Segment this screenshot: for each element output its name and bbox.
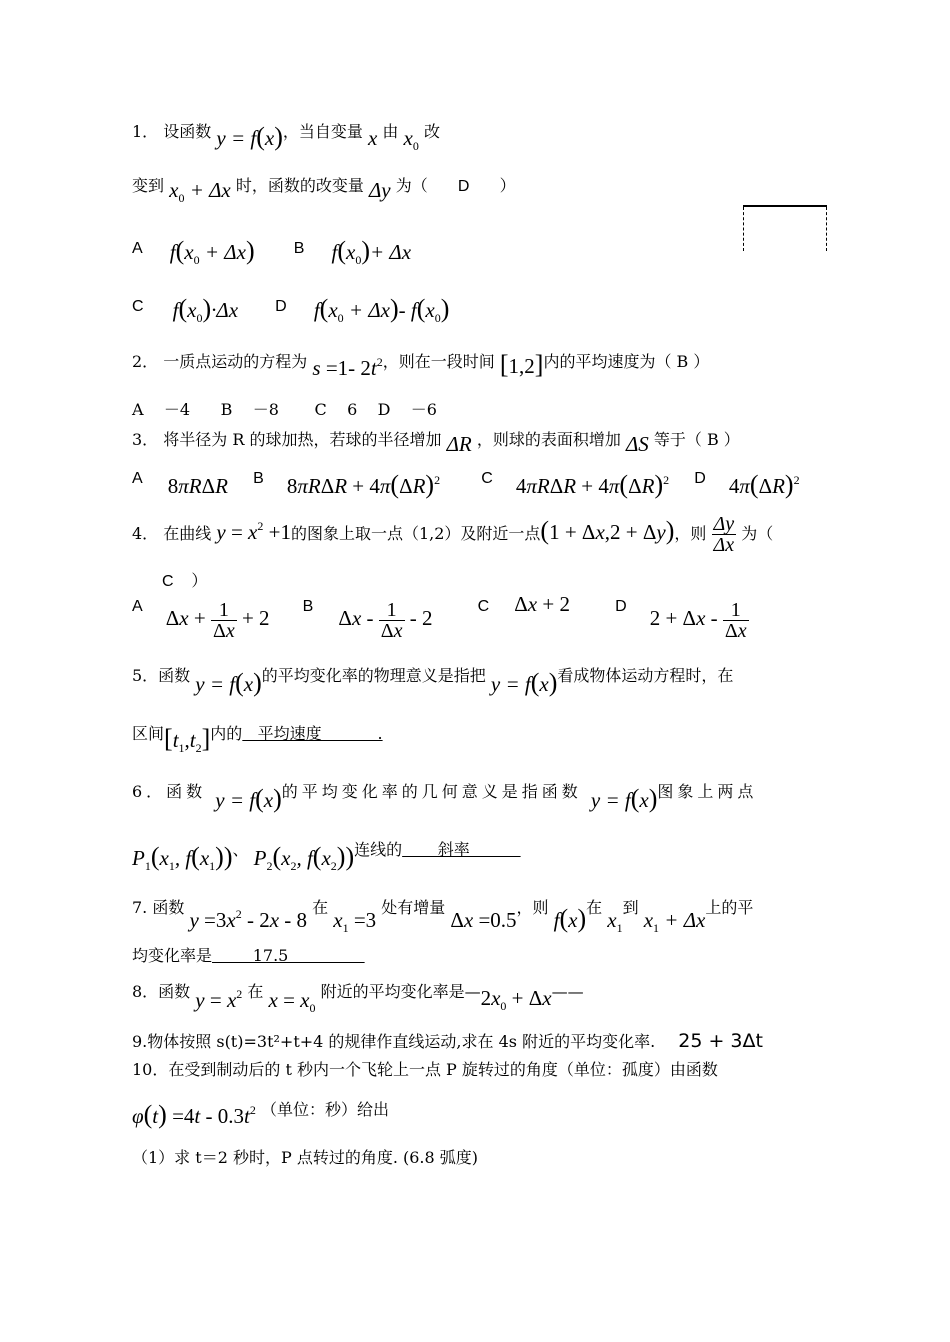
q5-answer: 平均速度 . bbox=[242, 724, 383, 743]
q2-formula: s =1- $2t^2$ bbox=[312, 355, 383, 380]
q7-x1-plus-dx: $x_1 + \Delta x$ bbox=[643, 908, 706, 935]
q8-function: $y = x^2$ bbox=[195, 987, 243, 1012]
q1-function-formula: y = f(x) bbox=[216, 122, 283, 151]
q4-option-d: 2 + Δx - $\frac{1}{\Delta x}$ bbox=[649, 599, 747, 642]
q1-text-change: 改 bbox=[423, 122, 440, 141]
q6-point-1: $P_1(x_1$, $f(x_1)$) bbox=[132, 842, 233, 873]
q8-text-at: 在 bbox=[247, 982, 264, 1001]
q8-answer: $2x_0 + \Delta x$ bbox=[480, 986, 552, 1013]
q10-line1: 10．在受到制动后的 t 秒内一个飞轮上一点 P 旋转过的角度（单位：孤度）由函数 bbox=[132, 1060, 718, 1079]
q2-text-end: 内的平均速度为（ B ） bbox=[543, 352, 710, 371]
q1-text-from: 由 bbox=[382, 122, 399, 141]
q4-options bbox=[132, 592, 749, 642]
q5-line1 bbox=[132, 660, 734, 697]
q7-text-rate: 均变化率是 bbox=[132, 946, 213, 965]
q1-option-a-label: A bbox=[132, 240, 143, 257]
q8-line bbox=[132, 978, 584, 1015]
q6-formula-2: y = f(x) bbox=[590, 784, 658, 813]
q1-intro: 1． 设函数 bbox=[132, 122, 212, 141]
q1-text-variable: ，当自变量 bbox=[282, 122, 363, 141]
q7-dx-value: Δx =0.5 bbox=[450, 908, 517, 932]
q7-line1 bbox=[132, 892, 754, 935]
q1-line2 bbox=[132, 174, 516, 205]
q5-text-inside: 内的 bbox=[210, 724, 243, 743]
q7-line2 bbox=[132, 948, 365, 964]
q4-option-a: Δx + $\frac{1}{\Delta x}$ + 2 bbox=[165, 599, 270, 642]
q6-text-end: 图象上两点 bbox=[657, 782, 758, 801]
q3-options bbox=[132, 462, 800, 499]
q8-x-equals-x0: $x = x_0$ bbox=[268, 988, 316, 1015]
q4-line bbox=[132, 514, 773, 555]
q6-formula-1: y = f(x) bbox=[215, 784, 282, 813]
q4-point: (1 + Δx,2 + Δy) bbox=[540, 516, 675, 545]
q10-formula: $\varphi(t) =4t - 0.3t^2$ bbox=[132, 1100, 256, 1129]
q1-option-d-label: D bbox=[275, 298, 287, 315]
q6-separator: 、 bbox=[232, 840, 249, 859]
q1-options-cd bbox=[132, 290, 450, 325]
q7-text-to: 到 bbox=[622, 898, 639, 917]
q10-part1: （1）求 t＝2 秒时，P 点转过的角度. (6.8 弧度) bbox=[132, 1148, 479, 1167]
q3-dr: ΔR bbox=[446, 432, 472, 456]
q6-text: 6．函数 bbox=[132, 782, 207, 801]
q7-function: $y =3x^2 - 2x - 8$ bbox=[189, 907, 308, 932]
q9-line bbox=[132, 1032, 763, 1051]
q1-paren-close: ） bbox=[499, 176, 516, 195]
q4-dy-over-dx: $\frac{\Delta y}{\Delta x}$ bbox=[713, 513, 735, 556]
q3-text: 3． 将半径为 R 的球加热，若球的半径增加 bbox=[132, 430, 442, 449]
q1-x0: $x_0$ bbox=[403, 126, 419, 153]
q4-option-b-label: B bbox=[302, 598, 314, 616]
q7-text-increment: 处有增量 bbox=[381, 898, 446, 917]
q10-line2 bbox=[132, 1094, 389, 1129]
q3-option-b-label: B bbox=[253, 470, 264, 487]
q8-text-mid: 附近的平均变化率是 bbox=[320, 982, 465, 1001]
q3-option-c: $4\pi R\Delta R + 4\pi(\Delta R)^2$ bbox=[515, 470, 670, 499]
q6-line2 bbox=[132, 834, 521, 873]
q10-text-unit: （单位：秒）给出 bbox=[260, 1100, 389, 1119]
q3-option-a: 8πRΔR bbox=[167, 474, 228, 498]
q6-text-line: 连线的 bbox=[354, 840, 403, 859]
q1-text-to: 变到 bbox=[132, 176, 165, 195]
q6-line1 bbox=[132, 776, 758, 813]
decorative-bracket bbox=[743, 205, 827, 251]
q5-text-interval: 区间 bbox=[132, 724, 165, 743]
q1-option-d: $f(x_0 + \Delta x)-$ $f(x_0)$ bbox=[313, 294, 450, 325]
q1-dy: Δy bbox=[368, 178, 391, 202]
q2-options: A －4 B －8 C 6 D －6 bbox=[132, 400, 437, 419]
q6-point-2: $P_2(x_2$, $f(x_2)$) bbox=[253, 842, 355, 873]
q4-text: 4． 在曲线 bbox=[132, 524, 212, 543]
q3-text-mid: ，则球的表面积增加 bbox=[476, 430, 621, 449]
q9-text: 9.物体按照 s(t)=3t²+t+4 的规律作直线运动,求在 4s 附近的平均变化率. bbox=[132, 1032, 656, 1051]
q1-text-delta: 时，函数的改变量 bbox=[235, 176, 364, 195]
q1-line1 bbox=[132, 116, 440, 153]
q1-option-a: $f(x_0 + \Delta x)$ bbox=[169, 236, 255, 267]
q4-answer-line: C ） bbox=[162, 573, 208, 590]
q7-x1-value: $x_1 =3$ bbox=[333, 908, 377, 935]
q1-x-var: x bbox=[367, 126, 378, 150]
q8-dash-right: —— bbox=[551, 982, 584, 1001]
q4-text-mid: 的图象上取一点（1,2）及附近一点 bbox=[290, 524, 541, 543]
q6-text-mid: 的平均变化率的几何意义是指函数 bbox=[281, 782, 582, 801]
q5-interval: $[t_1,t_2]$ bbox=[164, 724, 211, 755]
q4-option-c: Δx + 2 bbox=[514, 592, 570, 617]
q1-options-ab bbox=[132, 232, 412, 267]
q4-text-end: 为（ bbox=[741, 524, 774, 543]
q5-formula-2: y = f(x) bbox=[490, 668, 558, 697]
q3-option-c-label: C bbox=[481, 470, 493, 487]
q1-option-b: $f(x_0)+ \Delta x$ bbox=[331, 236, 412, 267]
q5-text-end: 看成物体运动方程时，在 bbox=[557, 666, 734, 685]
q3-option-d-label: D bbox=[694, 470, 706, 487]
q5-formula-1: y = f(x) bbox=[195, 668, 262, 697]
q2-interval: [1,2] bbox=[499, 350, 544, 379]
q4-option-a-label: A bbox=[132, 598, 143, 616]
q8-text: 8．函数 bbox=[132, 982, 191, 1001]
q7-answer: 17.5 bbox=[212, 946, 365, 965]
q7-fx: f(x) bbox=[553, 904, 587, 933]
q4-option-c-label: C bbox=[477, 598, 490, 616]
q3-option-a-label: A bbox=[132, 470, 143, 487]
q1-option-b-label: B bbox=[293, 240, 305, 257]
q4-text-then: ，则 bbox=[674, 524, 707, 543]
q7-text-then: ，则 bbox=[516, 898, 549, 917]
q2-line bbox=[132, 346, 710, 380]
q1-x0-plus-dx: $x_0 + \Delta x$ bbox=[169, 178, 231, 205]
q7-text-end: 上的平 bbox=[705, 898, 754, 917]
q2-text: 2． 一质点运动的方程为 bbox=[132, 352, 308, 371]
q3-option-d: $4\pi(\Delta R)^2$ bbox=[728, 470, 800, 499]
q1-paren-open: 为（ bbox=[395, 176, 428, 195]
q3-text-end: 等于（ B ） bbox=[653, 430, 740, 449]
q6-answer: 斜率 bbox=[402, 840, 521, 859]
q5-text: 5．函数 bbox=[132, 666, 191, 685]
q7-text-at-2: 在 bbox=[586, 898, 603, 917]
q7-text: 7. 函数 bbox=[132, 898, 185, 917]
q4-option-d-label: D bbox=[615, 598, 627, 616]
q7-text-at: 在 bbox=[312, 898, 329, 917]
q5-text-mid: 的平均变化率的物理意义是指把 bbox=[261, 666, 486, 685]
q1-option-c: $f(x_0)\cdot\Delta x$ bbox=[172, 294, 239, 325]
q4-option-b: Δx - $\frac{1}{\Delta x}$ - 2 bbox=[338, 599, 433, 642]
q3-ds: ΔS bbox=[625, 432, 649, 456]
q1-option-c-label: C bbox=[132, 298, 144, 315]
q3-option-b: $8\pi R\Delta R + 4\pi(\Delta R)^2$ bbox=[286, 470, 441, 499]
q7-x1: $x_1$ bbox=[607, 908, 623, 935]
q3-line bbox=[132, 428, 740, 456]
q4-curve: $y = x^2 +1$ bbox=[216, 519, 291, 544]
q2-text-mid: ，则在一段时间 bbox=[382, 352, 495, 371]
q8-dash-left: — bbox=[464, 982, 481, 1001]
q9-answer: 25 + 3Δt bbox=[678, 1030, 763, 1052]
q5-line2 bbox=[132, 718, 383, 755]
q1-answer: D bbox=[457, 178, 470, 195]
